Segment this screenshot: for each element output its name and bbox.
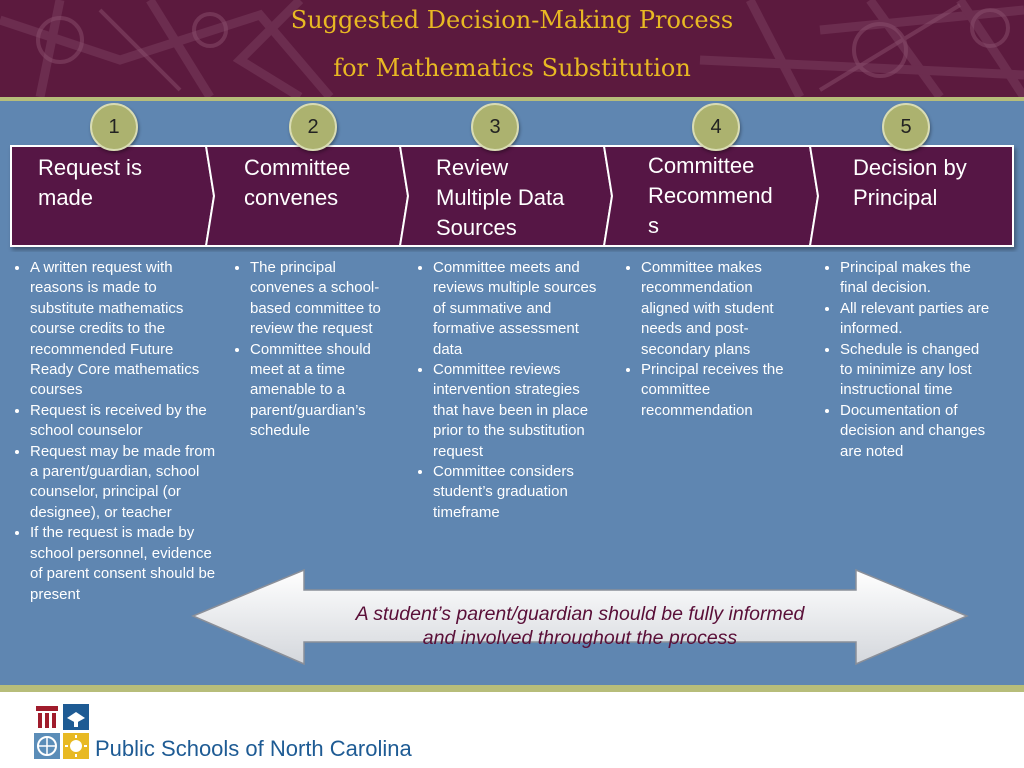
step-5-details — [822, 258, 992, 462]
step-2-label-line: Committee — [244, 155, 351, 180]
step-3-label — [436, 153, 564, 243]
detail-item: • Committee makes recommendation aligned with student needs and post-secondary plans — [641, 258, 791, 360]
divider-stripe-bottom — [0, 685, 1024, 692]
detail-item: • Committee meets and reviews multiple sources of summative and formative assessment data — [433, 258, 603, 360]
detail-item: • If the request is made by school personnel, evidence of parent consent should be present — [30, 523, 220, 605]
detail-item: • Principal makes the final decision. — [840, 258, 992, 299]
step-1-details — [12, 258, 220, 605]
step-2-number: 2 — [289, 103, 337, 151]
detail-item: • Committee considers student’s graduation timeframe — [433, 462, 603, 523]
step-5-label — [853, 153, 967, 213]
banner-line: and involved throughout the process — [422, 627, 738, 649]
banner-line: A student’s parent/guardian should be fully informed — [355, 603, 805, 625]
step-2-label-line: convenes — [244, 185, 339, 210]
step-4-label-line: s — [648, 213, 659, 238]
step-5-label-line: Decision by — [853, 155, 967, 180]
step-5-number: 5 — [882, 103, 930, 151]
detail-item: • Request is received by the school counselor — [30, 401, 220, 442]
detail-item: • Documentation of decision and changes are noted — [840, 401, 992, 462]
detail-item: • Request may be made from a parent/guardian, school counselor, principal (or designee), or teacher — [30, 442, 220, 524]
step-3-label-line: Review — [436, 155, 509, 180]
detail-item: • The principal convenes a school-based committee to review the request — [250, 258, 402, 340]
step-3-label-line: Sources — [436, 215, 517, 240]
step-4-details — [623, 258, 791, 421]
page-title-line2: for Mathematics Substitution — [333, 54, 691, 82]
step-1-label — [38, 153, 142, 213]
banner-message — [300, 602, 860, 650]
step-1-label-line: made — [38, 185, 94, 210]
nc-schools-logo-icon — [34, 704, 90, 760]
organization-name: Public Schools of North Carolina — [95, 736, 412, 761]
step-4-label-line: Committee — [648, 153, 755, 178]
step-4-label-line: Recommend — [648, 183, 773, 208]
step-5-label-line: Principal — [853, 185, 938, 210]
step-2-label — [244, 153, 350, 213]
step-4-label — [648, 151, 773, 241]
page-title-line1: Suggested Decision-Making Process — [290, 6, 734, 34]
detail-item: • Principal receives the committee recommendation — [641, 360, 791, 421]
detail-item: • Schedule is changed to minimize any lost instructional time — [840, 340, 992, 401]
step-4-number: 4 — [692, 103, 740, 151]
step-1-label-line: Request is — [38, 155, 142, 180]
step-3-label-line: Multiple Data — [436, 185, 565, 210]
step-2-details — [232, 258, 402, 442]
detail-item: • All relevant parties are informed. — [840, 299, 992, 340]
detail-item: • A written request with reasons is made to substitute mathematics course credits to the recommended Future Ready Core mathematics courses — [30, 258, 220, 401]
detail-item: • Committee reviews intervention strategies that have been in place prior to the substitution request — [433, 360, 603, 462]
step-3-number: 3 — [471, 103, 519, 151]
title-banner — [0, 0, 1024, 97]
detail-item: • Committee should meet at a time amenable to a parent/guardian’s schedule — [250, 340, 402, 442]
step-3-details — [415, 258, 603, 523]
step-1-number: 1 — [90, 103, 138, 151]
